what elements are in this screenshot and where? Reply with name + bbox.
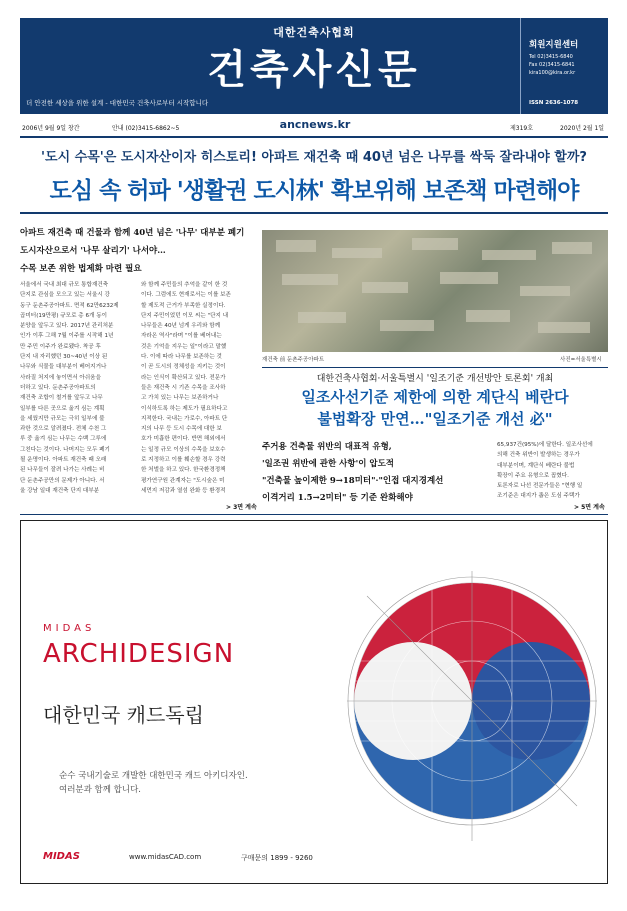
lead-col1-line: 만 주민 이주가 완료됐다. 착공 후: [20, 343, 101, 350]
lead-col2-line: 이다. 그럼에도 현재로서는 이를 보존: [141, 292, 231, 299]
photo-caption: 재건축 前 둔촌주공아파트: [262, 357, 325, 363]
forum-col5-line: 65,937건(95%)에 달한다. 일조사선에: [497, 442, 593, 448]
lead-column-2: [141, 280, 256, 496]
forum-col5-line: 대부분이며, 계단식 베란다 불법: [497, 462, 575, 469]
lead-subhead-3: 수목 보존 위한 법제화 마련 필요: [20, 264, 142, 274]
lead-subhead-2: 도시자산으로서 '나무 살리기' 나서야…: [20, 246, 166, 256]
lead-col1-line: 인가 이후 그해 7월 이주를 시작해 1년: [20, 333, 114, 340]
issue-number: 제319호: [510, 125, 534, 132]
taegeuk-design-icon: [347, 551, 597, 861]
ad-description-2: 여러분과 함께 합니다.: [59, 785, 142, 795]
site-link[interactable]: ancnews.kr: [279, 118, 351, 131]
lead-col1-line: 서울에서 국내 최대 규모 통합재건축: [20, 282, 109, 288]
contact-info: 안내 (02)3415-6862~5: [112, 125, 180, 132]
ad-brand-main: ARCHIDESIGN: [43, 639, 235, 669]
lead-col2-line: 고 가치 있는 나무는 보존하거나: [141, 395, 219, 402]
forum-headline-2: 불법확장 만연…"일조기준 개선 必": [317, 410, 553, 428]
email-link[interactable]: kira100@kira.or.kr: [529, 70, 576, 76]
member-center-box: [520, 18, 609, 114]
continued-page-5[interactable]: > 5면 계속: [574, 504, 605, 511]
ad-url-link[interactable]: www.midasCAD.com: [129, 853, 202, 861]
masthead-org: 대한건축사협회: [273, 26, 355, 39]
lead-col1-line: 울 강남 일대 재건축 단지 대부분: [20, 487, 100, 494]
lead-col2-line: 할 제도적 근거가 부족한 실정이다.: [141, 302, 226, 309]
forum-col5-line: 확장이 주요 유형으로 꼽혔다.: [497, 472, 569, 479]
lead-col2-line: 지적한다. 국내는 가로수, 아파트 단: [141, 415, 228, 422]
fax-number: Fax 02)3415-6841: [529, 62, 575, 68]
masthead: [20, 18, 608, 114]
lead-kicker: '도시 수목'은 도시자산이자 히스토리! 아파트 재건축 때 40년 넘은 나무를 싹둑 잘라내야 할까?: [41, 150, 587, 165]
continued-page-3[interactable]: > 3면 계속: [226, 504, 257, 511]
lead-col2-line: 들은 재건축 시 기존 수목을 조사하: [141, 384, 226, 391]
lead-col1-line: 재건축 조합이 철거를 앞두고 나무: [20, 395, 103, 402]
info-bar: [20, 118, 608, 138]
forum-rule: [262, 367, 608, 368]
lead-col2-line: 는 일정 규모 이상의 수목을 보호수: [141, 446, 226, 453]
lead-col1-line: 동구 둔촌주공아파트. 면적 62만6232제: [20, 302, 119, 309]
lead-col2-line: 지의 나무 등 도시 수목에 대한 보: [141, 426, 222, 433]
forum-col5-line: 조기준은 대지가 좁은 도심 주택가: [497, 493, 580, 500]
lead-col2-line: 나무들은 40년 넘게 우리와 함께: [141, 323, 221, 330]
lead-headline: 도심 속 허파 '생활권 도시林' 확보위해 보존책 마련해야: [49, 178, 579, 204]
lead-col1-line: 과한 것으로 알려졌다. 전체 수천 그: [20, 426, 107, 433]
lead-col1-line: 루 중 옮겨 심는 나무는 수백 그루에: [20, 436, 107, 443]
forum-col5-line: 토론자로 나선 전문가들은 "현행 일: [497, 483, 583, 490]
lead-col2-line: 이 곧 도시의 정체성을 지키는 것이: [141, 364, 226, 371]
issue-date: 2020년 2월 1일: [560, 125, 605, 132]
forum-kicker: 대한건축사협회·서울특별시 '일조기준 개선방안 토론회' 개최: [316, 374, 554, 384]
lead-col2-line: 자라온 역사"라며 "이를 베어내는: [141, 333, 222, 340]
lead-col2-line: 세먼지 저감과 열섬 완화 등 환경적: [141, 487, 226, 494]
lead-col2-line: 것은 기억을 지우는 일"이라고 말했: [141, 343, 227, 350]
headline-rule: [20, 212, 608, 214]
lead-subhead-1: 아파트 재건축 때 건물과 함께 40년 넘은 '나무' 대부분 폐기: [20, 228, 245, 238]
ad-title: 대한민국 캐드독립: [43, 703, 204, 727]
lead-col2-line: 이식하도록 하는 제도가 필요하다고: [141, 405, 228, 412]
ad-brand-top: MIDAS: [43, 623, 96, 634]
ad-description-1: 순수 국내기술로 개발한 대한민국 캐드 아키디자인.: [59, 771, 248, 781]
lead-col1-line: 더하고 있다. 둔촌주공아파트의: [20, 384, 96, 391]
tel-number: Tel 02)3415-6840: [529, 54, 573, 60]
forum-column-3: [497, 440, 608, 502]
forum-subhead-3: "건축물 높이제한 9→18미터"·"인접 대지경계선: [262, 476, 444, 486]
advertisement[interactable]: [20, 520, 608, 884]
lead-col1-line: 그친다는 것이다. 나머지는 모두 폐기: [20, 446, 110, 453]
lead-col2-line: 한 처벌을 하고 있다. 한국환경정책: [141, 467, 226, 474]
lead-col2-line: 와 함께 주민들의 추억을 같이 한 것: [141, 282, 228, 288]
lead-col1-line: 사라질 처지에 놓이면서 아쉬움을: [20, 374, 101, 381]
founded-date: 2006년 9월 9일 창간: [22, 125, 80, 132]
lead-col1-line: 곱미터(19만평) 규모로 총 6개 동이: [20, 312, 107, 319]
lead-col1-line: 단지 내 자리했던 30~40년 이상 된: [20, 354, 108, 361]
lead-column-1: [20, 280, 135, 496]
lead-col1-line: 단지로 관심을 모으고 있는 서울시 강: [20, 292, 110, 299]
lead-col2-line: 다. 이에 따라 나무를 보존하는 것: [141, 354, 222, 361]
forum-headline-1: 일조사선기준 제한에 의한 계단식 베란다: [301, 388, 569, 406]
lead-col1-line: 분양을 앞두고 있다. 2017년 관리처분: [20, 323, 114, 330]
newspaper-title: 건축사신문: [207, 46, 421, 93]
issn: ISSN 2636-1078: [529, 100, 579, 106]
lead-col1-line: 일부를 다른 곳으로 옮겨 심는 계획: [20, 405, 105, 412]
forum-subhead-2: '일조권 위반에 관한 사항'이 압도적: [262, 459, 394, 469]
ad-phone: 구매문의 1899 - 9260: [241, 854, 313, 862]
lead-col1-line: 을 세웠지만 규모는 극히 일부에 불: [20, 415, 105, 422]
lead-col1-line: 단 둔촌주공만의 문제가 아니다. 서: [20, 477, 105, 484]
lead-col2-line: 단지 주민이었던 이모 씨는 "단지 내: [141, 312, 229, 319]
photo-credit: 사진=서울특별시: [560, 357, 602, 363]
lead-col1-line: 된 나무들이 잘려 나가는 사례는 비: [20, 467, 105, 474]
section-rule: [20, 514, 608, 515]
member-center-label: 회원지원센터: [529, 40, 579, 50]
lead-col2-line: 호가 미흡한 편이다. 반면 해외에서: [141, 436, 226, 443]
masthead-slogan: 더 안전한 세상을 위한 설계 - 대한민국 건축사로부터 시작합니다: [26, 99, 209, 107]
forum-subhead-1: 주거용 건축물 위반의 대표적 유형,: [262, 442, 392, 452]
midas-logo: MIDAS: [43, 851, 80, 862]
lead-col2-line: 평가연구원 관계자는 "도시숲은 미: [141, 477, 225, 484]
lead-col1-line: 나무와 식물들 대부분이 베어지거나: [20, 364, 107, 371]
lead-col2-line: 로 지정하고 이를 훼손할 경우 강력: [141, 457, 226, 464]
forum-col5-line: 의해 건축 위반이 발생하는 경우가: [497, 452, 580, 459]
lead-col2-line: 라는 인식이 확산되고 있다. 전문가: [141, 374, 226, 381]
forum-subhead-4: 이격거리 1.5→2미터" 등 기준 완화해야: [262, 493, 413, 503]
apartment-aerial-photo: [262, 230, 608, 352]
lead-col1-line: 될 운명이다. 아파트 재건축 때 오래: [20, 457, 107, 464]
